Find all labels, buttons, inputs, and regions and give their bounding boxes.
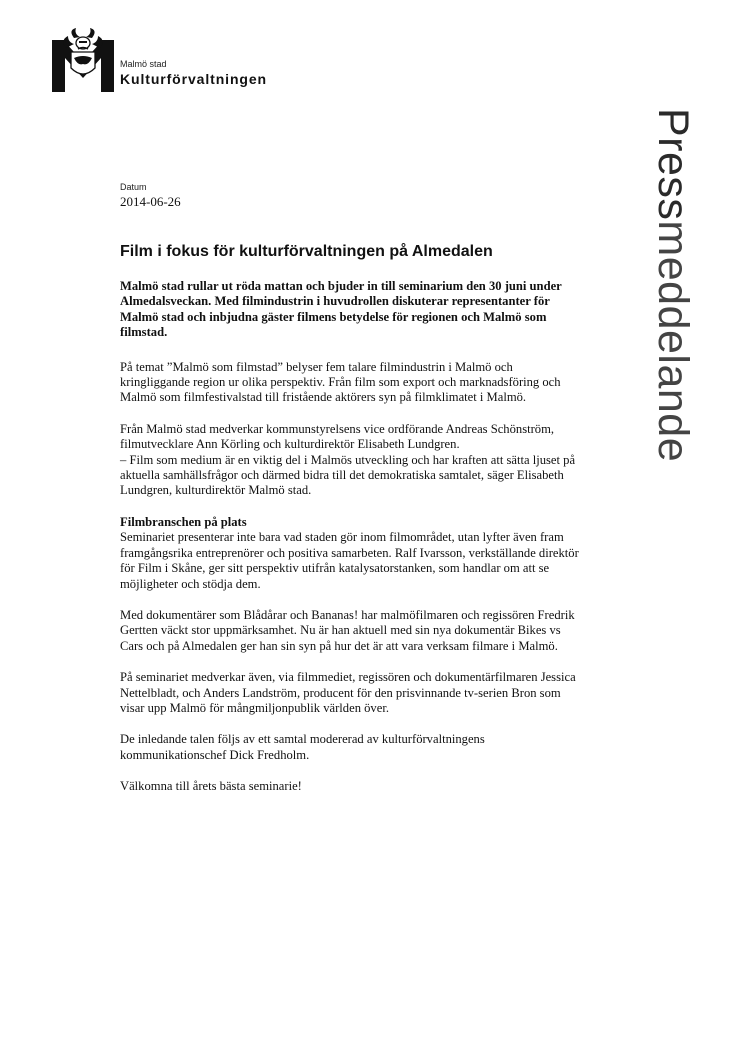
date-value: 2014-06-26 xyxy=(120,194,181,209)
org-city-label: Malmö stad xyxy=(120,59,167,69)
quote-paragraph: – Film som medium är en viktig del i Malmös utveckling och har kraften att sätta ljuset på aktuella samhällsfrågor och därmed bidra till det demokratiska samtalet, säger Elisabeth Lundgren, kulturdirektör Malmö stad. xyxy=(120,452,576,498)
closing-line: Välkomna till årets bästa seminarie! xyxy=(120,779,302,794)
date-label: Datum xyxy=(120,182,147,192)
org-department-name: Kulturförvaltningen xyxy=(120,71,267,87)
body-paragraph: På temat ”Malmö som filmstad” belyser fem talare filmindustrin i Malmö och kringliggande region ur olika perspektiv. Från film som export och marknadsföring och Malmö som filmfestivalstad till fristående aktörers syn på filmklimatet i Malmö. xyxy=(120,359,561,405)
section-subheading: Filmbranschen på plats xyxy=(120,514,247,529)
lead-paragraph: Malmö stad rullar ut röda mattan och bjuder in till seminarium den 30 juni under Almedalsveckan. Med filmindustrin i huvudrollen diskuterar representanter för Malmö stad och inbjudna gäster filmens betydelse för regionen och Malmö som filmstad. xyxy=(120,279,562,340)
side-title-part2: meddelande xyxy=(649,220,697,463)
press-release-body xyxy=(120,279,582,811)
body-paragraph: Med dokumentärer som Blådårar och Bananas! har malmöfilmaren och regissören Fredrik Gertten väckt stor uppmärksamhet. Nu är han aktuell med sin nya dokumentär Bikes vs Cars och på Almedalen ger han sin syn på hur det är att vara verksam filmare i Malmö. xyxy=(120,607,575,653)
body-paragraph: På seminariet medverkar även, via filmmediet, regissören och dokumentärfilmaren Jessica Nettelbladt, och Anders Landström, producent för den prisvinnande tv-serien Bron som visar upp Malmö för mångmiljonpublik världen över. xyxy=(120,670,576,715)
malmo-coat-of-arms-logo xyxy=(52,28,114,92)
body-paragraph: Seminariet presenterar inte bara vad staden gör inom filmområdet, utan lyfter även fram framgångsrika entreprenörer och positiva samarbeten. Ralf Ivarsson, verkställande direktör för Film i Skåne, ger sitt perspektiv utifrån katalysatorstanken, som handlar om att se möjligheter och stödja dem. xyxy=(120,530,579,591)
press-release-vertical-title xyxy=(643,108,703,548)
side-title-part1: Press xyxy=(649,108,697,221)
body-paragraph: De inledande talen följs av ett samtal modererad av kulturförvaltningens kommunikationschef Dick Fredholm. xyxy=(120,732,485,762)
press-release-headline: Film i fokus för kulturförvaltningen på Almedalen xyxy=(120,243,493,260)
body-paragraph: Från Malmö stad medverkar kommunstyrelsens vice ordförande Andreas Schönström, filmutvecklare Ann Körling och kulturdirektör Elisabeth Lundgren. xyxy=(120,421,555,452)
